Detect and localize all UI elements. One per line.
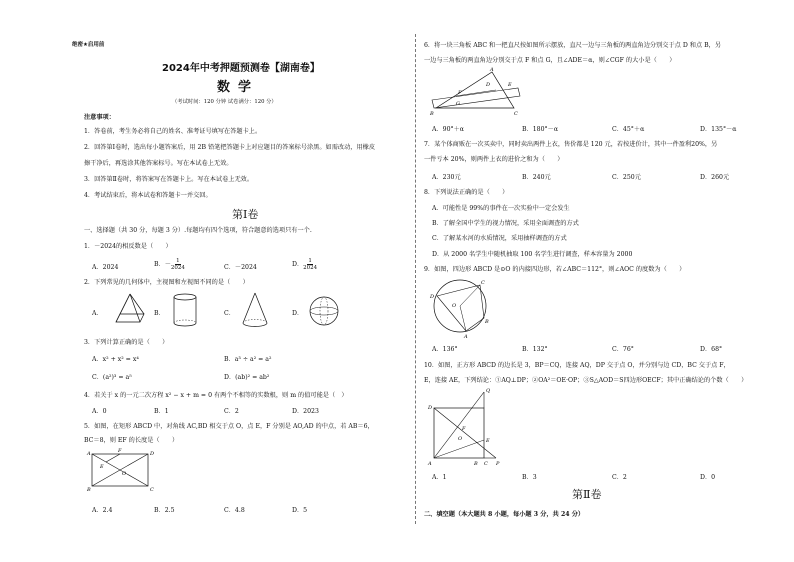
part2-title: 第Ⅱ卷: [572, 488, 602, 501]
q7-stem-cont: 一件亏本 20%，则两件上衣的进价之和为（ ）: [424, 156, 564, 163]
q10-option-d: D．0: [700, 474, 716, 481]
q10-option-a: A．1: [432, 474, 447, 481]
q10-label-o: O: [458, 436, 463, 442]
q5-option-b: B．2.5: [154, 507, 175, 514]
q1-option-a: A．2024: [92, 264, 119, 271]
q9-label-c: C: [481, 280, 485, 286]
q1-option-c: C．－2024: [224, 264, 257, 271]
column-divider: [415, 34, 416, 524]
q9-option-a: A．136°: [432, 346, 458, 353]
q5-label-e: E: [100, 464, 104, 470]
q1-option-d: D． $\frac{1}{2024}$: [292, 258, 318, 271]
q2-stem: 2．下列常见的几何体中，主视图和左视图不同的是（ ）: [84, 279, 249, 286]
q4-stem: 4．若关于 x 的一元二次方程 x² − x + m = 0 有两个不相等的实数根，则 m 的值可能是（ ）: [84, 392, 348, 399]
q9-label-b: B: [485, 319, 489, 325]
q4-option-b: B．1: [154, 408, 169, 415]
q3-option-a: A．x² + x² = x⁴: [92, 356, 139, 363]
q3-stem: 3．下列计算正确的是（ ）: [84, 339, 169, 346]
section2-intro: 二、填空题（本大题共 8 小题，每小题 3 分，共 24 分）: [424, 511, 585, 518]
q6-label-f: F: [458, 90, 462, 96]
q5-label-o: O: [122, 471, 127, 477]
q6-label-e: E: [508, 82, 512, 88]
q6-stem-cont: 一边与三角板的两直角边分别交于点 F 和点 G，且∠ADE＝α，则∠CGF 的大小是（ ）: [424, 57, 676, 64]
q7-option-a: A．230元: [432, 174, 461, 181]
note-item: 3．回答第Ⅱ卷时，将答案写在答题卡上。写在本试卷上无效。: [84, 176, 254, 183]
section1-intro: 一、选择题（共 30 分，每题 3 分）.每题均有四个选项，符合题意的选项只有一个.: [84, 227, 312, 234]
q9-option-c: C．76°: [612, 346, 634, 353]
secret-label: 绝密★启用前: [72, 42, 105, 48]
exam-title: 2024年中考押题预测卷【湖南卷】: [162, 63, 320, 74]
q2-option-c: C．: [224, 310, 235, 317]
q7-option-d: D．260元: [700, 174, 730, 181]
note-item: 4．考试结束后，将本试卷和答题卡一并交回。: [84, 192, 212, 199]
q10-label-f: F: [462, 426, 466, 432]
q5-option-a: A．2.4: [92, 507, 113, 514]
subject-title: 数学: [217, 80, 260, 95]
q10-option-b: B．3: [522, 474, 537, 481]
q9-label-a: A: [464, 334, 468, 340]
q9-stem: 9．如图，四边形 ABCD 是⊙O 的内接四边形，若∠ABC＝112°，则∠AOC 的度数为（ ）: [424, 266, 686, 273]
note-item: 2．回答第Ⅰ卷时，选出每小题答案后，用 2B 铅笔把答题卡上对应题目的答案标号涂黑。如需改动，用橡皮: [84, 144, 376, 151]
q1-option-b: B．－ $\frac{1}{2024}$: [154, 258, 185, 271]
cone-figure: [238, 290, 272, 330]
q10-label-c: C: [484, 461, 488, 467]
q8-stem: 8．下列说法正确的是（ ）: [424, 189, 509, 196]
q5-stem-cont: BC＝8，则 EF 的长度是（ ）: [84, 437, 179, 444]
cylinder-figure: [168, 292, 202, 330]
part1-title: 第Ⅰ卷: [232, 208, 259, 221]
q7-option-b: B．240元: [522, 174, 551, 181]
q10-stem: 10．如图，正方形 ABCD 的边长是 3，BP＝CQ，连接 AQ，DP 交于点 O，并分别与边 CD，BC 交于点 F，: [424, 362, 730, 369]
q2-option-a: A．: [92, 310, 103, 317]
q5-stem: 5．如图，在矩形 ABCD 中，对角线 AC,BD 相交于点 O，点 E，F 分别是 AO,AD 的中点，若 AB＝6，: [84, 423, 374, 430]
q5-option-d: D．5: [292, 507, 308, 514]
q9-circle-figure: [428, 274, 492, 340]
q5-label-a: A: [87, 451, 91, 457]
q9-option-d: D．68°: [700, 346, 723, 353]
q6-option-c: C．45°＋α: [612, 126, 645, 133]
q10-label-q: Q: [486, 388, 491, 394]
q8-option-c: C．了解某水河的水质情况，采用抽样调查的方式: [432, 235, 567, 242]
time-info: （考试时间：120 分钟 试卷满分：120 分）: [172, 99, 277, 105]
q10-label-a: A: [428, 461, 432, 467]
q10-label-d: D: [428, 405, 433, 411]
q5-rectangle-figure: [84, 447, 158, 493]
q10-stem-cont: E，连接 AE，下列结论：①AQ⊥DP；②OA²＝OE·OP；③S△AOD＝S四边形OECF；其中正确结论的个数（ ）: [424, 377, 748, 384]
q10-option-c: C．2: [612, 474, 627, 481]
q7-option-c: C．250元: [612, 174, 641, 181]
q6-label-d: D: [486, 82, 491, 88]
q3-option-d: D．(ab)² = ab²: [224, 374, 270, 381]
sphere-figure: [306, 293, 342, 329]
q6-label-a: A: [490, 67, 494, 73]
q8-option-a: A．可能性是 99%的事件在一次实验中一定会发生: [432, 205, 570, 212]
notes-heading: 注意事项：: [84, 114, 115, 121]
q9-label-d: D: [430, 294, 435, 300]
q8-option-d: D．从 2000 名学生中随机抽取 100 名学生进行调查，样本容量为 2000: [432, 251, 633, 258]
q6-label-c: C: [514, 111, 518, 117]
prism-figure: [110, 290, 148, 332]
q10-label-p: P: [496, 461, 500, 467]
q10-square-figure: [426, 386, 510, 470]
q10-label-b: B: [474, 461, 478, 467]
q6-ruler-triangle-figure: [426, 66, 526, 118]
q6-label-g: G: [456, 101, 460, 107]
q7-stem: 7．某个体商贩在一次买卖中，同时卖出两件上衣，售价都是 120 元，若按进价计，其中一件盈利20%，另: [424, 141, 718, 148]
note-item: 1．答卷前，考生务必将自己的姓名、准考证号填写在答题卡上。: [84, 128, 262, 135]
q9-option-b: B．132°: [522, 346, 548, 353]
q5-label-b: B: [87, 487, 91, 493]
q5-label-c: C: [150, 487, 154, 493]
q2-option-b: B．: [154, 310, 165, 317]
q6-label-b: B: [430, 111, 434, 117]
q1-stem: 1．－2024的相反数是（ ）: [84, 243, 172, 250]
q3-option-b: B．a³ ÷ a² = a²: [224, 356, 272, 363]
q5-option-c: C．4.8: [224, 507, 245, 514]
q6-option-a: A．90°＋α: [432, 126, 464, 133]
q6-stem: 6．将一块三角板 ABC 和一把直尺按如图所示摆放，直尺一边与三角板的两直角边分别交于点 D 和点 B，另: [424, 42, 722, 49]
q4-option-d: D．2023: [292, 408, 319, 415]
q4-option-a: A．0: [92, 408, 107, 415]
q9-label-o: O: [452, 303, 457, 309]
note-item: 擦干净后，再选涂其他答案标号。写在本试卷上无效。: [84, 160, 233, 167]
q8-option-b: B．了解全国中学生的视力情况，采用全面调查的方式: [432, 220, 579, 227]
q6-option-d: D．135°－α: [700, 126, 737, 133]
q3-option-c: C．(a²)³ = a⁵: [92, 374, 132, 381]
q5-label-d: D: [150, 451, 155, 457]
q6-option-b: B．180°－α: [522, 126, 559, 133]
q5-label-f: F: [118, 448, 122, 454]
q2-option-d: D．: [292, 310, 304, 317]
q4-option-c: C．2: [224, 408, 239, 415]
q10-label-e: E: [486, 438, 490, 444]
